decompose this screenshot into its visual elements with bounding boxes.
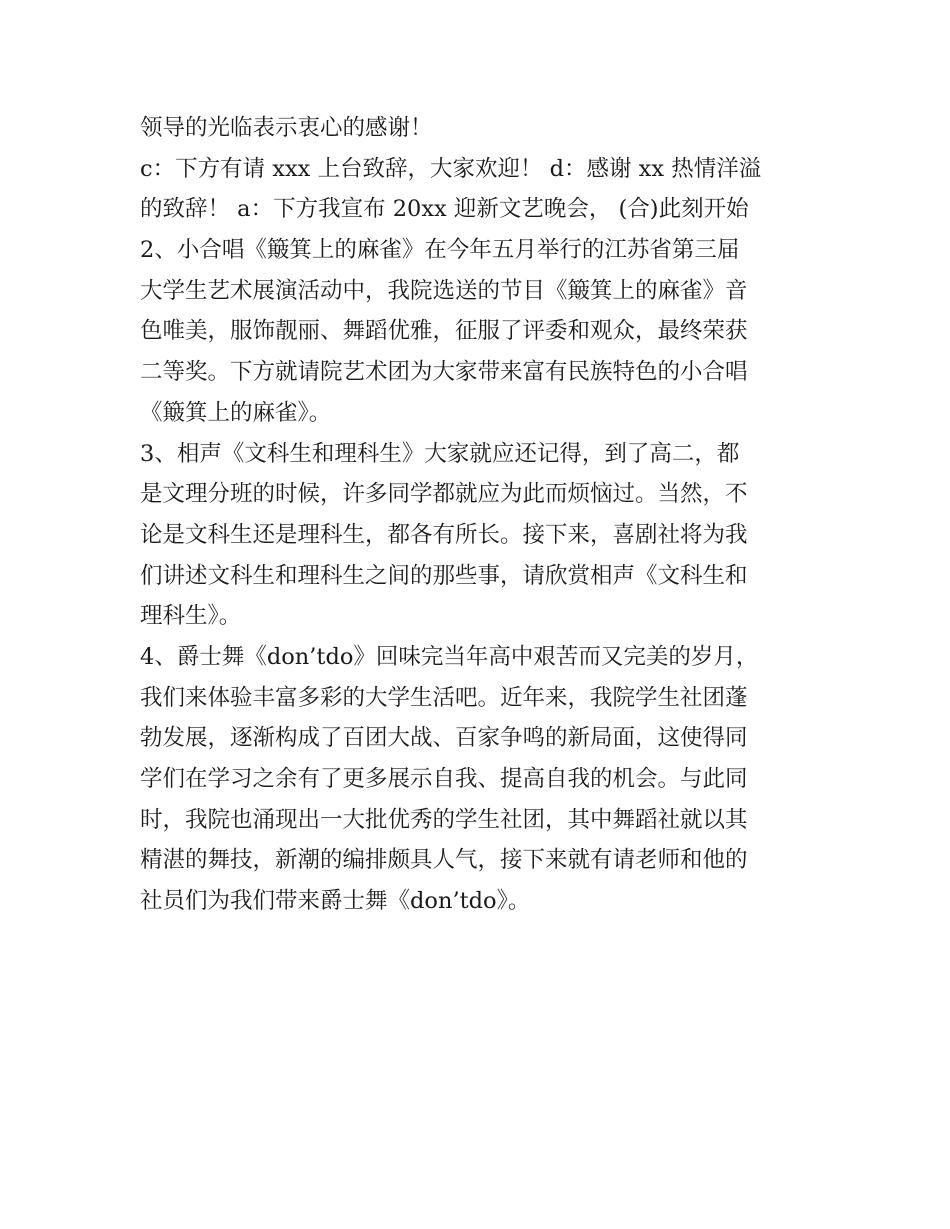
text-line: 2、小合唱《簸箕上的麻雀》在今年五月举行的江苏省第三届 — [140, 237, 740, 264]
text-line: 论是文科生还是理科生，都各有所长。接下来，喜剧社将为我 — [140, 521, 748, 548]
text-line: 3、相声《文科生和理科生》大家就应还记得，到了高二，都 — [140, 440, 740, 467]
text-line: 社员们为我们带来爵士舞《don’tdo》。 — [140, 888, 531, 915]
text-line: 理科生》。 — [140, 603, 242, 630]
text-line: c：下方有请 xxx 上台致辞，大家欢迎！ d：感谢 xx 热情洋溢 — [140, 155, 762, 182]
text-line: 精湛的舞技，新潮的编排颇具人气，接下来就有请老师和他的 — [140, 847, 748, 874]
text-line: 学们在学习之余有了更多展示自我、提高自我的机会。与此同 — [140, 766, 748, 792]
text-line: 二等奖。下方就请院艺术团为大家带来富有民族特色的小合唱 — [140, 359, 748, 386]
text-line: 是文理分班的时候，许多同学都就应为此而烦恼过。当然，不 — [140, 481, 748, 508]
text-line: 《簸箕上的麻雀》。 — [140, 399, 332, 426]
text-line: 我们来体验丰富多彩的大学生活吧。近年来，我院学生社团蓬 — [140, 684, 748, 711]
body-text — [140, 108, 815, 922]
text-line: 大学生艺术展演活动中，我院选送的节目《簸箕上的麻雀》音 — [140, 277, 748, 304]
text-line: 勃发展，逐渐构成了百团大战、百家争鸣的新局面，这使得同 — [140, 725, 748, 752]
text-line: 色唯美，服饰靓丽、舞蹈优雅，征服了评委和观众，最终荣获 — [140, 318, 748, 345]
text-line: 的致辞！ a：下方我宣布 20xx 迎新文艺晚会， (合)此刻开始 — [140, 196, 749, 223]
text-line: 们讲述文科生和理科生之间的那些事，请欣赏相声《文科生和 — [140, 562, 748, 589]
text-line: 领导的光临表示衷心的感谢！ — [140, 115, 433, 141]
text-line: 4、爵士舞《don’tdo》回味完当年高中艰苦而又完美的岁月， — [140, 643, 759, 670]
text-line: 时，我院也涌现出一大批优秀的学生社团，其中舞蹈社就以其 — [140, 806, 748, 833]
